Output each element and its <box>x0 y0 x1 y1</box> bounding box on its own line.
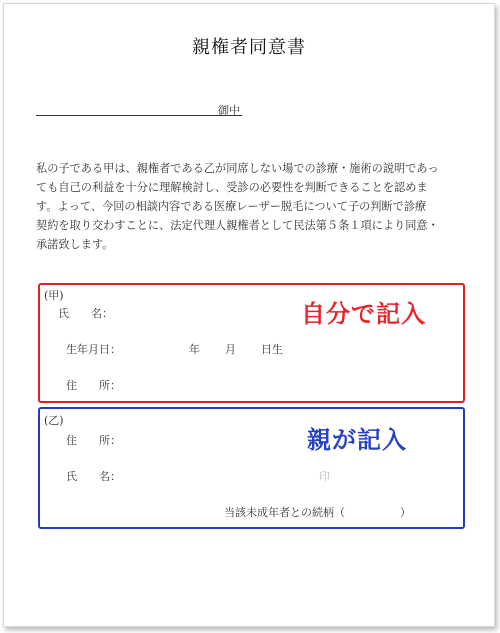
parent-section-label: (乙) <box>44 414 64 427</box>
consent-body-text <box>36 159 466 254</box>
child-birthdate-label: 生年月日： <box>66 343 121 356</box>
body-line: す。よって、今回の相談内容である医療レーザー脱毛について子の判断で診療 <box>36 200 427 213</box>
fill-by-parent-callout: 親が記入 <box>307 426 407 454</box>
body-line: 契約を取り交わすことに、法定代理人親権者として民法第５条１項により同意・ <box>36 219 439 232</box>
birth-year-label: 年 <box>189 343 200 356</box>
body-line: 承諾致します。 <box>36 238 114 251</box>
birth-month-label: 月 <box>225 343 236 356</box>
body-line: ても自己の利益を十分に理解検討し、受診の必要性を判断できることを認めま <box>36 181 428 194</box>
seal-mark: 印 <box>319 470 330 483</box>
child-section-label: (甲) <box>44 289 64 302</box>
addressee-underline <box>36 115 242 116</box>
child-name-label: 氏 名： <box>58 307 113 320</box>
document-title: 親権者同意書 <box>192 37 306 58</box>
fill-by-self-callout: 自分で記入 <box>301 300 426 328</box>
body-line: 私の子である甲は、親権者である乙が同席しない場での診療・施術の説明であっ <box>36 162 439 175</box>
birth-day-label: 日生 <box>261 343 283 356</box>
parent-address-label: 住 所： <box>66 434 121 447</box>
addressee-suffix: 御中 <box>218 104 240 117</box>
relationship-label: 当該未成年者との続柄（ ） <box>224 506 411 519</box>
parent-name-label: 氏 名： <box>66 470 121 483</box>
child-address-label: 住 所： <box>66 379 121 392</box>
consent-form-page <box>3 3 495 627</box>
